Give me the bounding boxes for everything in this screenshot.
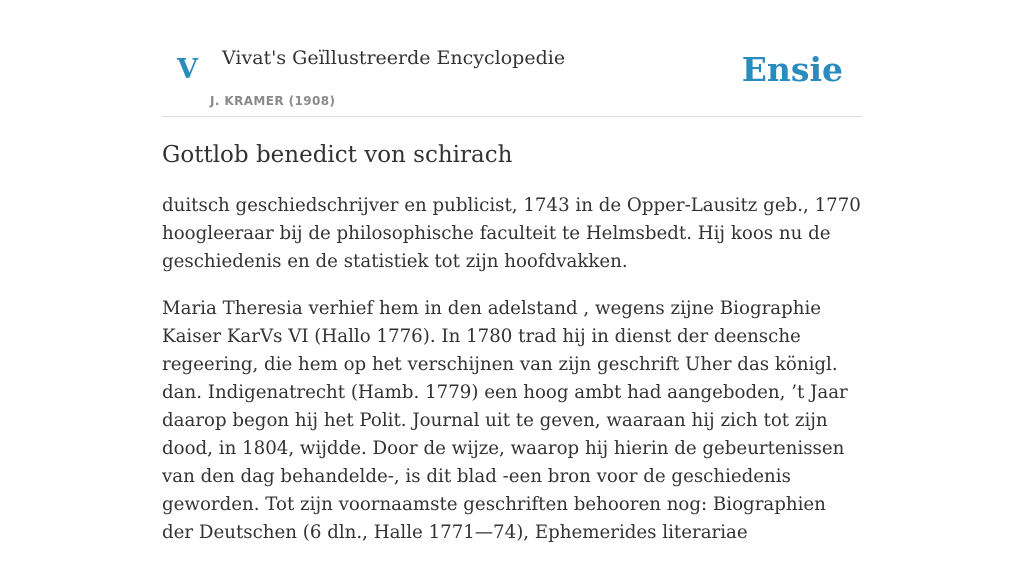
brand-logo[interactable]: Ensie (741, 50, 843, 89)
source-header (162, 0, 862, 117)
entry-paragraph: Maria Theresia verhief hem in den adelstand , wegens zijne Biographie Kaiser KarVs VI (Hallo 1776). In 1780 trad hij in dienst der deensche regeering, die hem op het verschijnen van zijn geschrift Uher das königl. dan. Indigenatrecht (Hamb. 1779) een hoog ambt had aangeboden, ’t Jaar daarop begon hij het Polit. Journal uit te geven, waaraan hij zich tot zijn dood, in 1804, wijdde. Door de wijze, waarop hij hierin de gebeurtenissen van den dag behandelde-, is dit blad -een bron voor de geschiedenis geworden. Tot zijn voornaamste geschriften behooren nog: Biographien der Deutschen (6 dln., Halle 1771—74), Ephemerides literariae (162, 298, 848, 543)
entry-body (162, 192, 862, 566)
entry-paragraph: duitsch geschiedschrijver en publicist, 1743 in de Opper-Lausitz geb., 1770 hoogleeraar bij de philosophische faculteit te Helmsbedt. Hij koos nu de geschiedenis en de statistiek tot zijn hoofdvakken. (162, 195, 861, 272)
source-author-year: J. KRAMER (1908) (210, 94, 336, 108)
source-title[interactable]: Vivat's Geïllustreerde Encyclopedie (222, 47, 566, 69)
source-logo[interactable]: V (177, 54, 198, 85)
entry-title: Gottlob benedict von schirach (162, 142, 513, 168)
